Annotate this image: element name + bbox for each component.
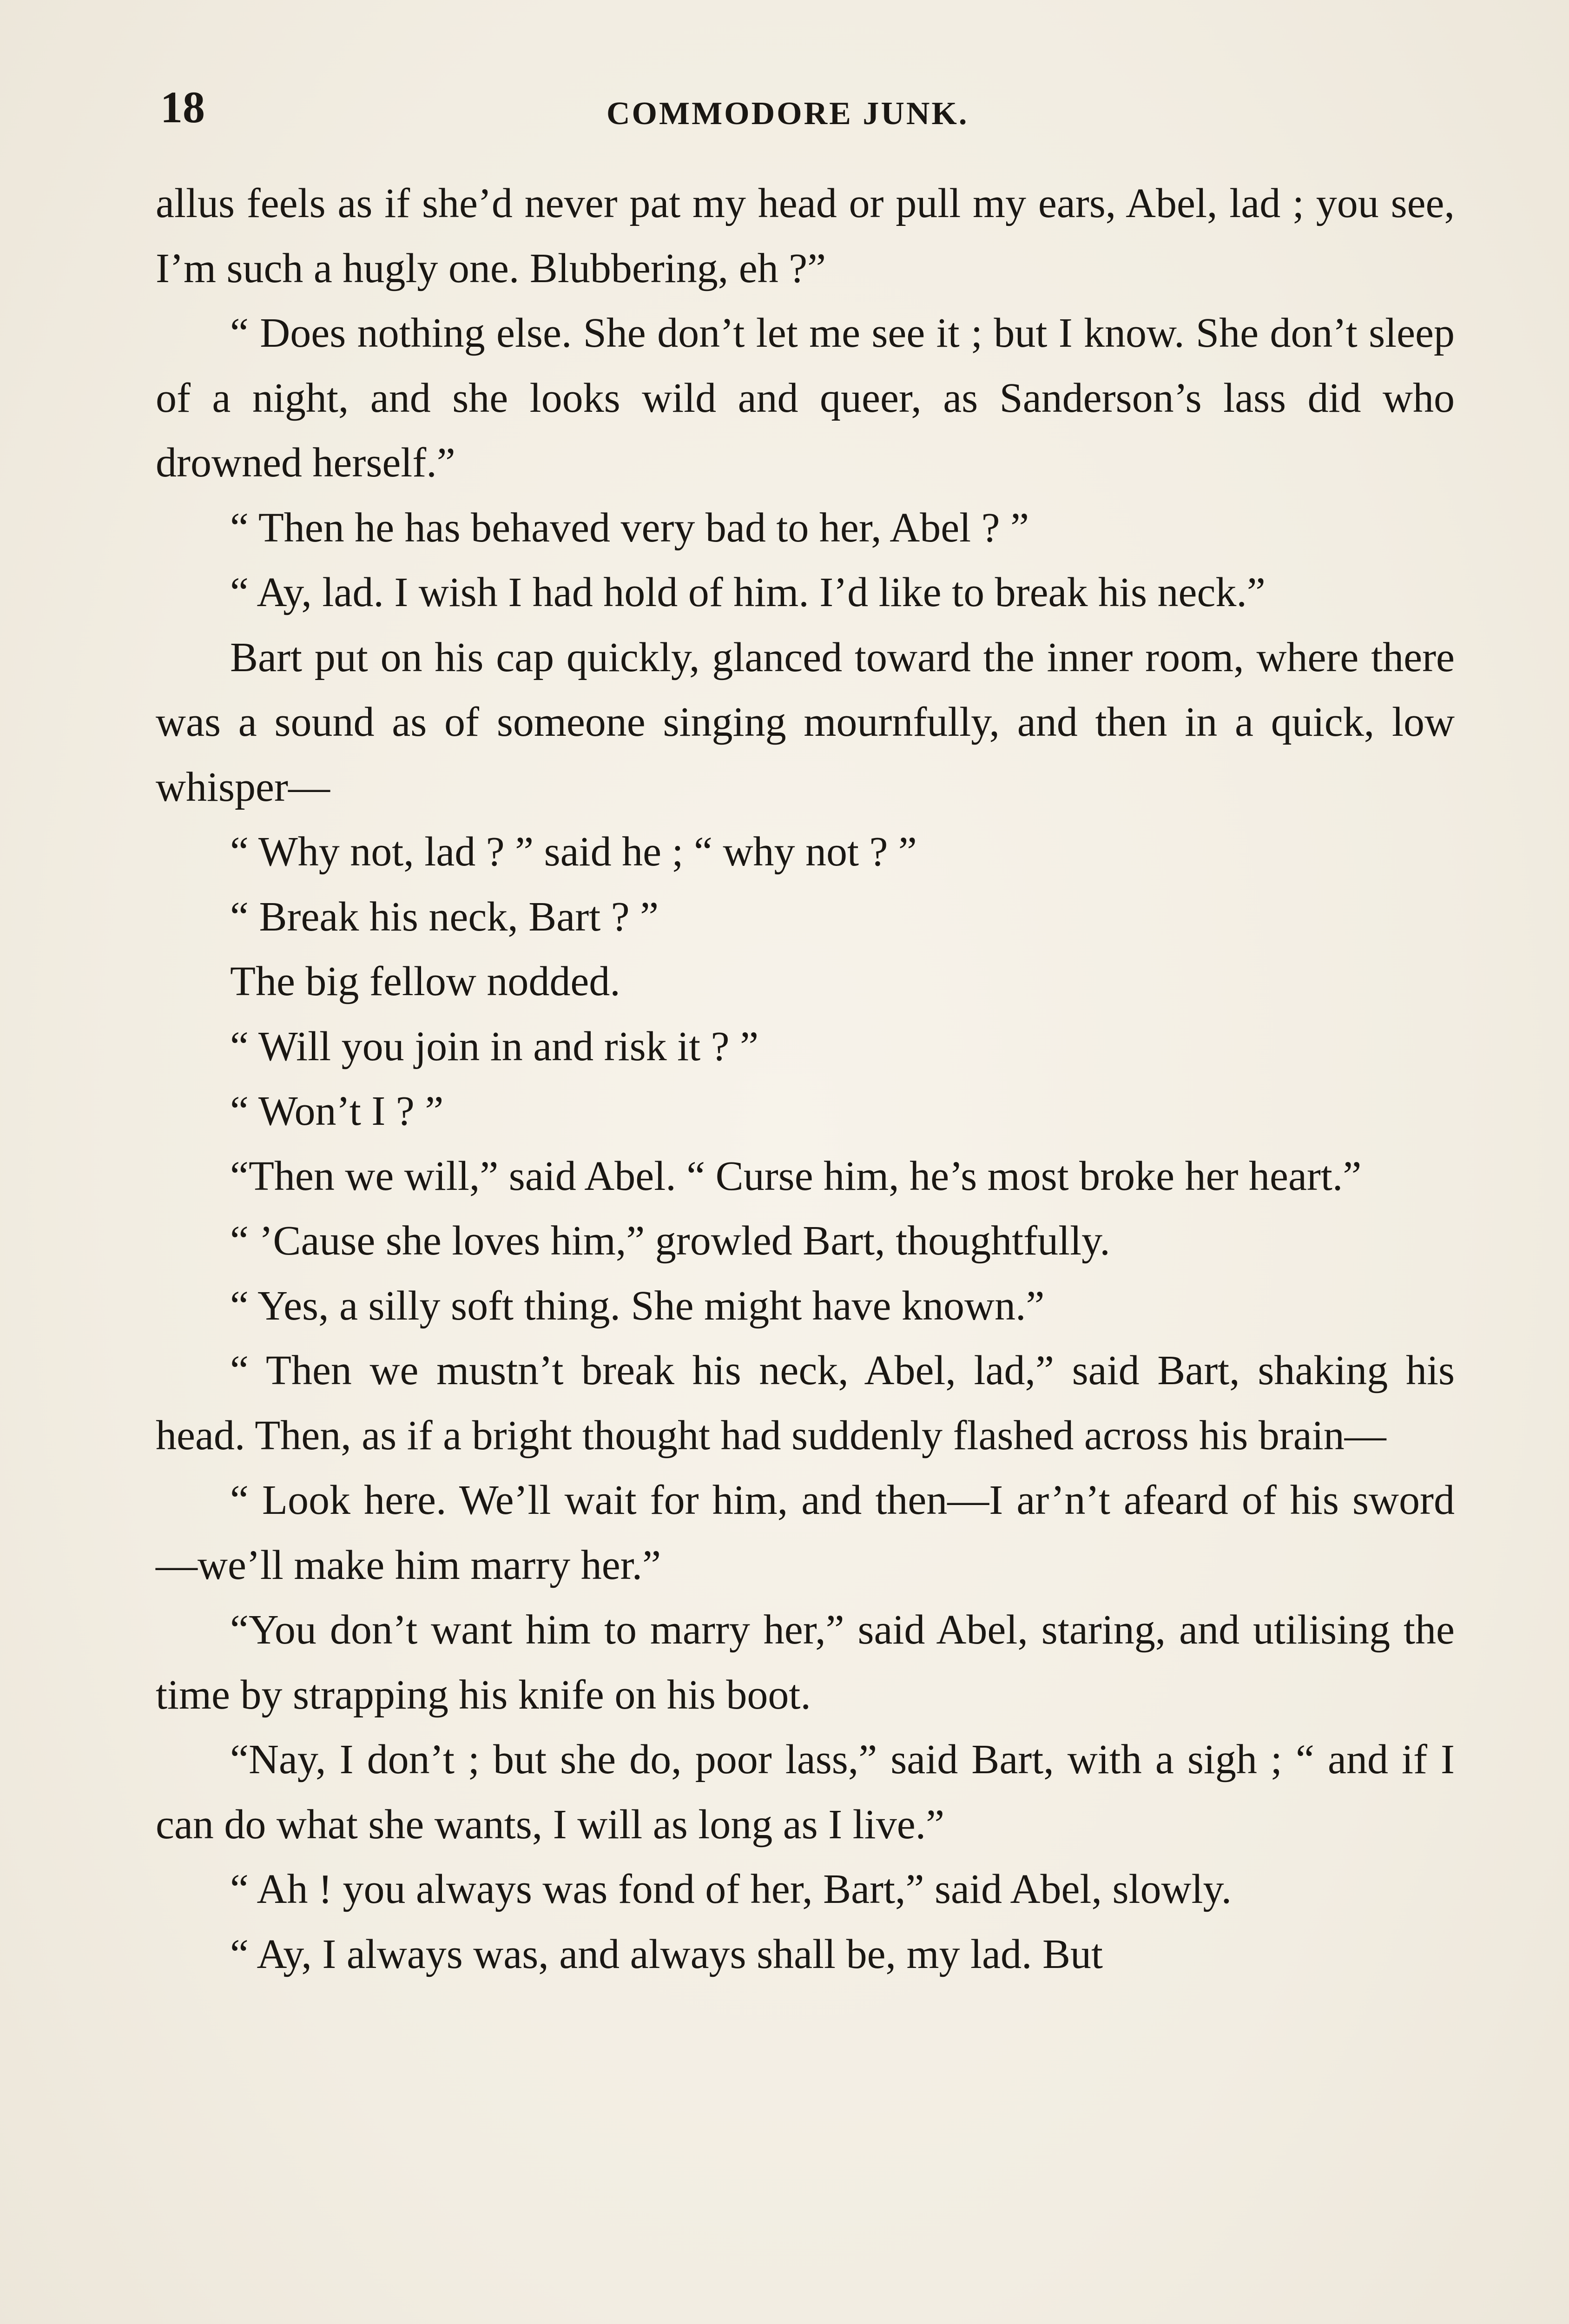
paragraph: “ Does nothing else. She don’t let me see it ; but I know. She don’t sleep of a night, and she looks wild and queer, as Sanderson’s lass did who drowned herself.” [156, 310, 1455, 486]
paragraph: “ Break his neck, Bart ? ” [230, 893, 659, 940]
paragraph: “ Will you join in and risk it ? ” [230, 1023, 759, 1070]
paragraph: “ Why not, lad ? ” said he ; “ why not ? ” [230, 829, 917, 875]
paragraph: “ Ay, lad. I wish I had hold of him. I’d like to break his neck.” [230, 569, 1266, 615]
paragraph: “ Won’t I ? ” [230, 1088, 444, 1134]
paragraph: “ Yes, a silly soft thing. She might have known.” [230, 1282, 1045, 1329]
paragraph: “ Ah ! you always was fond of her, Bart,” said Abel, slowly. [230, 1866, 1232, 1912]
body-text [156, 171, 1455, 1987]
paragraph: The big fellow nodded. [230, 958, 620, 1004]
paragraph: “ Ay, I always was, and always shall be, my lad. But [230, 1931, 1103, 1977]
paragraph: Bart put on his cap quickly, glanced toward the inner room, where there was a sound as of someone singing mournfully, and then in a quick, low whisper— [156, 634, 1455, 810]
paragraph: “Then we will,” said Abel. “ Curse him, he’s most broke her heart.” [230, 1153, 1362, 1199]
paragraph: “ Then he has behaved very bad to her, Abel ? ” [230, 504, 1029, 551]
page-header [160, 77, 1457, 146]
page-number: 18 [160, 82, 205, 132]
paragraph: “You don’t want him to marry her,” said Abel, staring, and utilising the time by strapping his knife on his boot. [156, 1607, 1455, 1718]
paragraph: allus feels as if she’d never pat my head or pull my ears, Abel, lad ; you see, I’m such a hugly one. Blubbering, eh ?” [156, 180, 1455, 291]
paragraph: “ Look here. We’ll wait for him, and then—I ar’n’t afeard of his sword—we’ll make him marry her.” [156, 1477, 1455, 1588]
paragraph: “ ’Cause she loves him,” growled Bart, thoughtfully. [230, 1218, 1110, 1264]
paragraph: “Nay, I don’t ; but she do, poor lass,” said Bart, with a sigh ; “ and if I can do what she wants, I will as long as I live.” [156, 1736, 1455, 1848]
running-head: COMMODORE JUNK. [607, 96, 969, 132]
paragraph: “ Then we mustn’t break his neck, Abel, lad,” said Bart, shaking his head. Then, as if a bright thought had suddenly flashed across his brain— [156, 1347, 1455, 1459]
